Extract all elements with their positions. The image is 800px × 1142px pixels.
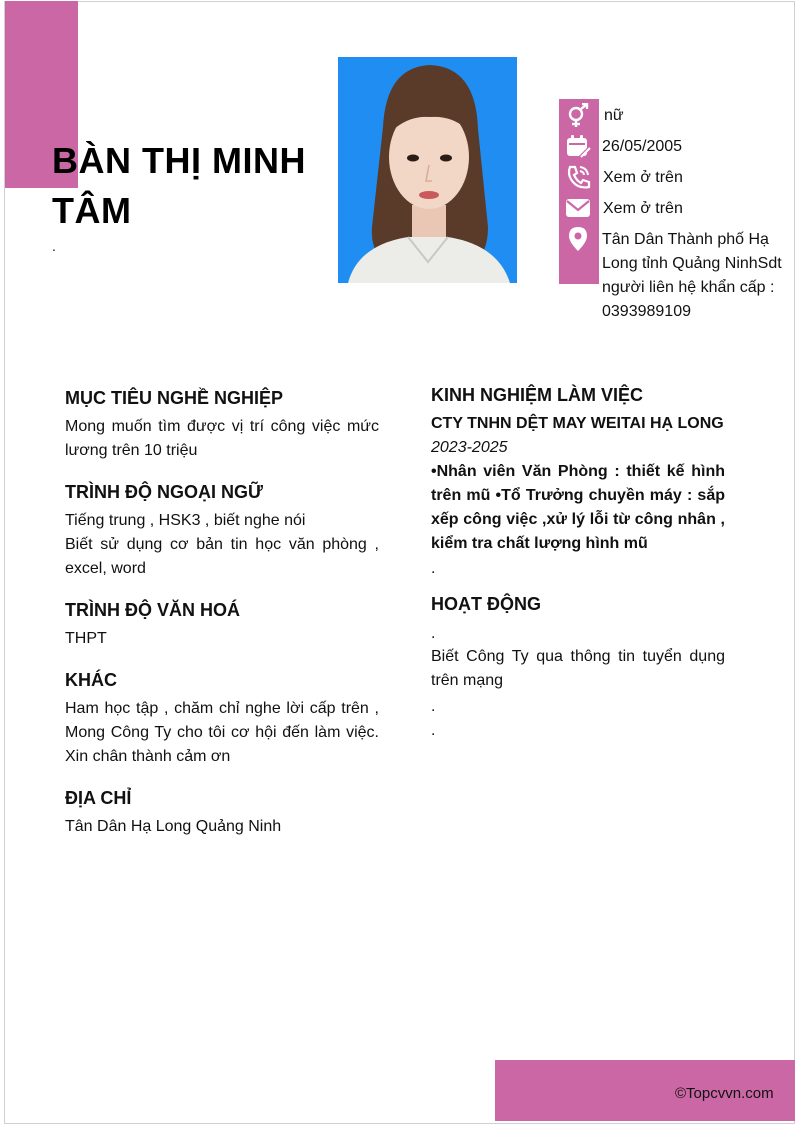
- mail-icon: [565, 195, 591, 221]
- phone-icon: [565, 164, 591, 190]
- address-section-body: Tân Dân Hạ Long Quảng Ninh: [65, 818, 282, 835]
- experience-description: •Nhân viên Văn Phòng : thiết kế hình trên mũ •Tổ Trưởng chuyền máy : sắp xếp công việc ,xử lý lỗi từ công nhân , kiểm tra chất lượng hình mũ: [431, 463, 725, 552]
- experience-period: 2023-2025: [431, 439, 508, 456]
- address-text: Tân Dân Thành phố Hạ Long tỉnh Quảng NinhSdt người liên hệ khẩn cấp : 0393989109: [602, 231, 782, 320]
- name-dot: .: [52, 238, 56, 254]
- experience-title: KINH NGHIỆM LÀM VIỆC: [431, 385, 644, 405]
- gender-text: nữ: [604, 107, 624, 124]
- other-title: KHÁC: [65, 670, 117, 690]
- calendar-icon: [565, 133, 591, 159]
- profile-photo: [338, 57, 517, 283]
- activities-dot-3: .: [431, 722, 436, 739]
- birthdate-text: 26/05/2005: [602, 138, 683, 155]
- gender-icon: [565, 103, 591, 129]
- experience-company: CTY TNHN DỆT MAY WEITAI HẠ LONG: [431, 415, 724, 432]
- objective-body: Mong muốn tìm được vị trí công việc mức lương trên 10 triệu: [65, 418, 379, 459]
- language-line-1: Tiếng trung , HSK3 , biết nghe nói: [65, 512, 306, 529]
- activities-body: Biết Công Ty qua thông tin tuyển dụng trên mạng: [431, 648, 725, 689]
- activities-dot-1: .: [431, 625, 436, 642]
- objective-title: MỤC TIÊU NGHỀ NGHIỆP: [65, 388, 284, 408]
- language-title: TRÌNH ĐỘ NGOẠI NGỮ: [65, 482, 263, 502]
- address-section-title: ĐỊA CHỈ: [65, 788, 132, 808]
- phone-text: Xem ở trên: [603, 169, 683, 186]
- location-icon: [565, 226, 591, 252]
- education-body: THPT: [65, 630, 107, 647]
- experience-dot: .: [431, 560, 436, 577]
- activities-dot-2: .: [431, 698, 436, 715]
- copyright-text[interactable]: ©Topcvvn.com: [675, 1085, 774, 1102]
- other-body: Ham học tập , chăm chỉ nghe lời cấp trên , Mong Công Ty cho tôi cơ hội đến làm việc. Xin chân thành cảm ơn: [65, 700, 379, 765]
- activities-title: HOẠT ĐỘNG: [431, 594, 541, 614]
- candidate-name: BÀN THỊ MINH TÂM: [52, 140, 306, 231]
- education-title: TRÌNH ĐỘ VĂN HOÁ: [65, 600, 240, 620]
- email-text: Xem ở trên: [603, 200, 683, 217]
- language-line-2: Biết sử dụng cơ bản tin học văn phòng , excel, word: [65, 536, 379, 577]
